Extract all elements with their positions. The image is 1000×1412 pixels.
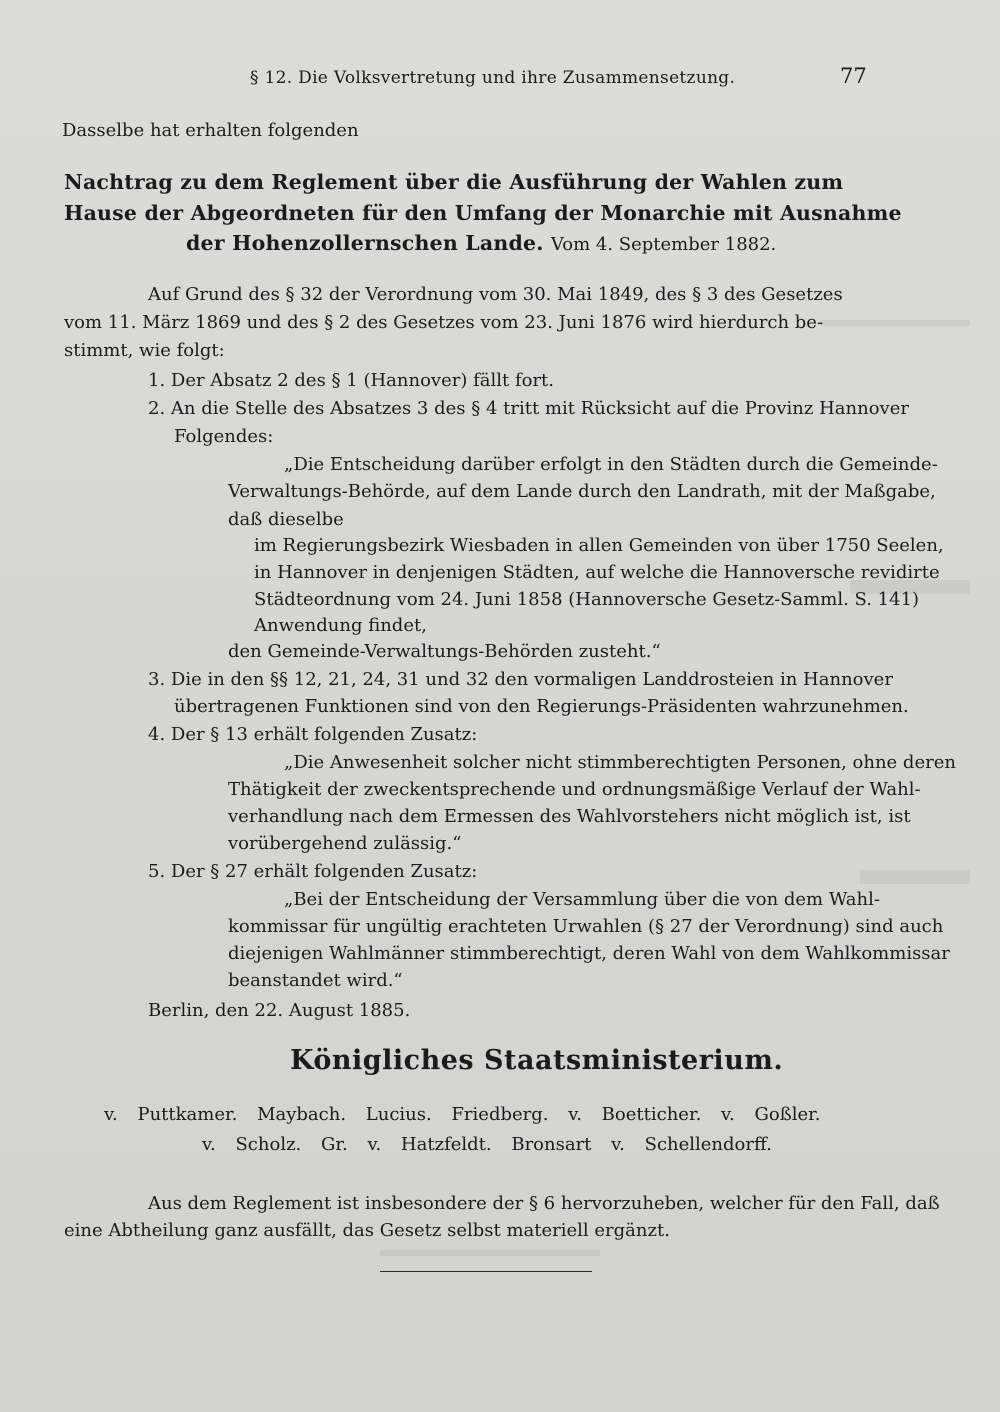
quote-4-line-3: verhandlung nach dem Ermessen des Wahlvorstehers nicht möglich ist, ist — [228, 806, 911, 827]
preamble-line-2: vom 11. März 1869 und des § 2 des Gesetzes vom 23. Juni 1876 wird hierdurch be- — [64, 312, 824, 333]
quote-4-line-4: vorübergehend zulässig.“ — [228, 833, 462, 854]
item-3-line-1: 3. Die in den §§ 12, 21, 24, 31 und 32 den vormaligen Landdrosteien in Hannover — [148, 669, 893, 690]
item-2-line-2: Folgendes: — [174, 426, 274, 447]
quote-2-line-7: Anwendung findet, — [254, 615, 427, 636]
closing-line-1: Aus dem Reglement ist insbesondere der § 6 hervorzuheben, welcher für den Fall, daß — [148, 1193, 940, 1214]
place-date: Berlin, den 22. August 1885. — [148, 1000, 411, 1021]
bleed-mark — [380, 1250, 600, 1256]
quote-5-line-3: diejenigen Wahlmänner stimmberechtigt, deren Wahl von dem Wahlkommissar — [228, 943, 950, 964]
title-line-2: Hause der Abgeordneten für den Umfang der Monarchie mit Ausnahme — [64, 201, 902, 225]
quote-2-line-4: im Regierungsbezirk Wiesbaden in allen Gemeinden von über 1750 Seelen, — [254, 535, 944, 556]
quote-2-line-6: Städteordnung vom 24. Juni 1858 (Hannoversche Gesetz-Samml. S. 141) — [254, 589, 920, 610]
quote-4-line-2: Thätigkeit der zweckentsprechende und ordnungsmäßige Verlauf der Wahl- — [228, 779, 921, 800]
signatures-line-2: v. Scholz. Gr. v. Hatzfeldt. Bronsart v. Schellendorff. — [202, 1134, 772, 1155]
title-line-3-text: der Hohenzollernschen Lande. — [186, 231, 544, 255]
quote-5-line-1: „Bei der Entscheidung der Versammlung über die von dem Wahl- — [284, 889, 880, 910]
title-date: Vom 4. September 1882. — [550, 234, 777, 255]
bleed-mark — [860, 870, 970, 884]
title-line-3 — [186, 231, 776, 255]
running-head: § 12. Die Volksvertretung und ihre Zusammensetzung. — [250, 68, 736, 88]
closing-line-2: eine Abtheilung ganz ausfällt, das Gesetz selbst materiell ergänzt. — [64, 1220, 670, 1241]
item-3-line-2: übertragenen Funktionen sind von den Regierungs-Präsidenten wahrzunehmen. — [174, 696, 909, 717]
quote-2-line-1: „Die Entscheidung darüber erfolgt in den Städten durch die Gemeinde- — [284, 454, 938, 475]
quote-4-line-1: „Die Anwesenheit solcher nicht stimmberechtigten Personen, ohne deren — [284, 752, 956, 773]
page-number: 77 — [840, 64, 867, 88]
ministry-heading: Königliches Staatsministerium. — [290, 1045, 784, 1076]
quote-2-line-8: den Gemeinde-Verwaltungs-Behörden zusteht.“ — [228, 641, 661, 662]
quote-2-line-5: in Hannover in denjenigen Städten, auf welche die Hannoversche revidirte — [254, 562, 940, 583]
title-line-1: Nachtrag zu dem Reglement über die Ausführung der Wahlen zum — [64, 170, 844, 194]
item-4: 4. Der § 13 erhält folgenden Zusatz: — [148, 724, 478, 745]
closing-rule — [380, 1271, 592, 1272]
quote-5-line-2: kommissar für ungültig erachteten Urwahlen (§ 27 der Verordnung) sind auch — [228, 916, 944, 937]
intro-line: Dasselbe hat erhalten folgenden — [62, 120, 359, 141]
quote-2-line-3: daß dieselbe — [228, 509, 344, 530]
preamble-line-1: Auf Grund des § 32 der Verordnung vom 30. Mai 1849, des § 3 des Gesetzes — [148, 284, 843, 305]
quote-5-line-4: beanstandet wird.“ — [228, 970, 403, 991]
item-2-line-1: 2. An die Stelle des Absatzes 3 des § 4 tritt mit Rücksicht auf die Provinz Hannover — [148, 398, 909, 419]
quote-2-line-2: Verwaltungs-Behörde, auf dem Lande durch den Landrath, mit der Maßgabe, — [228, 481, 936, 502]
bleed-mark — [820, 320, 970, 326]
signatures-line-1: v. Puttkamer. Maybach. Lucius. Friedberg. v. Boetticher. v. Goßler. — [104, 1104, 821, 1125]
item-5: 5. Der § 27 erhält folgenden Zusatz: — [148, 861, 478, 882]
item-1: 1. Der Absatz 2 des § 1 (Hannover) fällt fort. — [148, 370, 555, 391]
preamble-line-3: stimmt, wie folgt: — [64, 340, 225, 361]
